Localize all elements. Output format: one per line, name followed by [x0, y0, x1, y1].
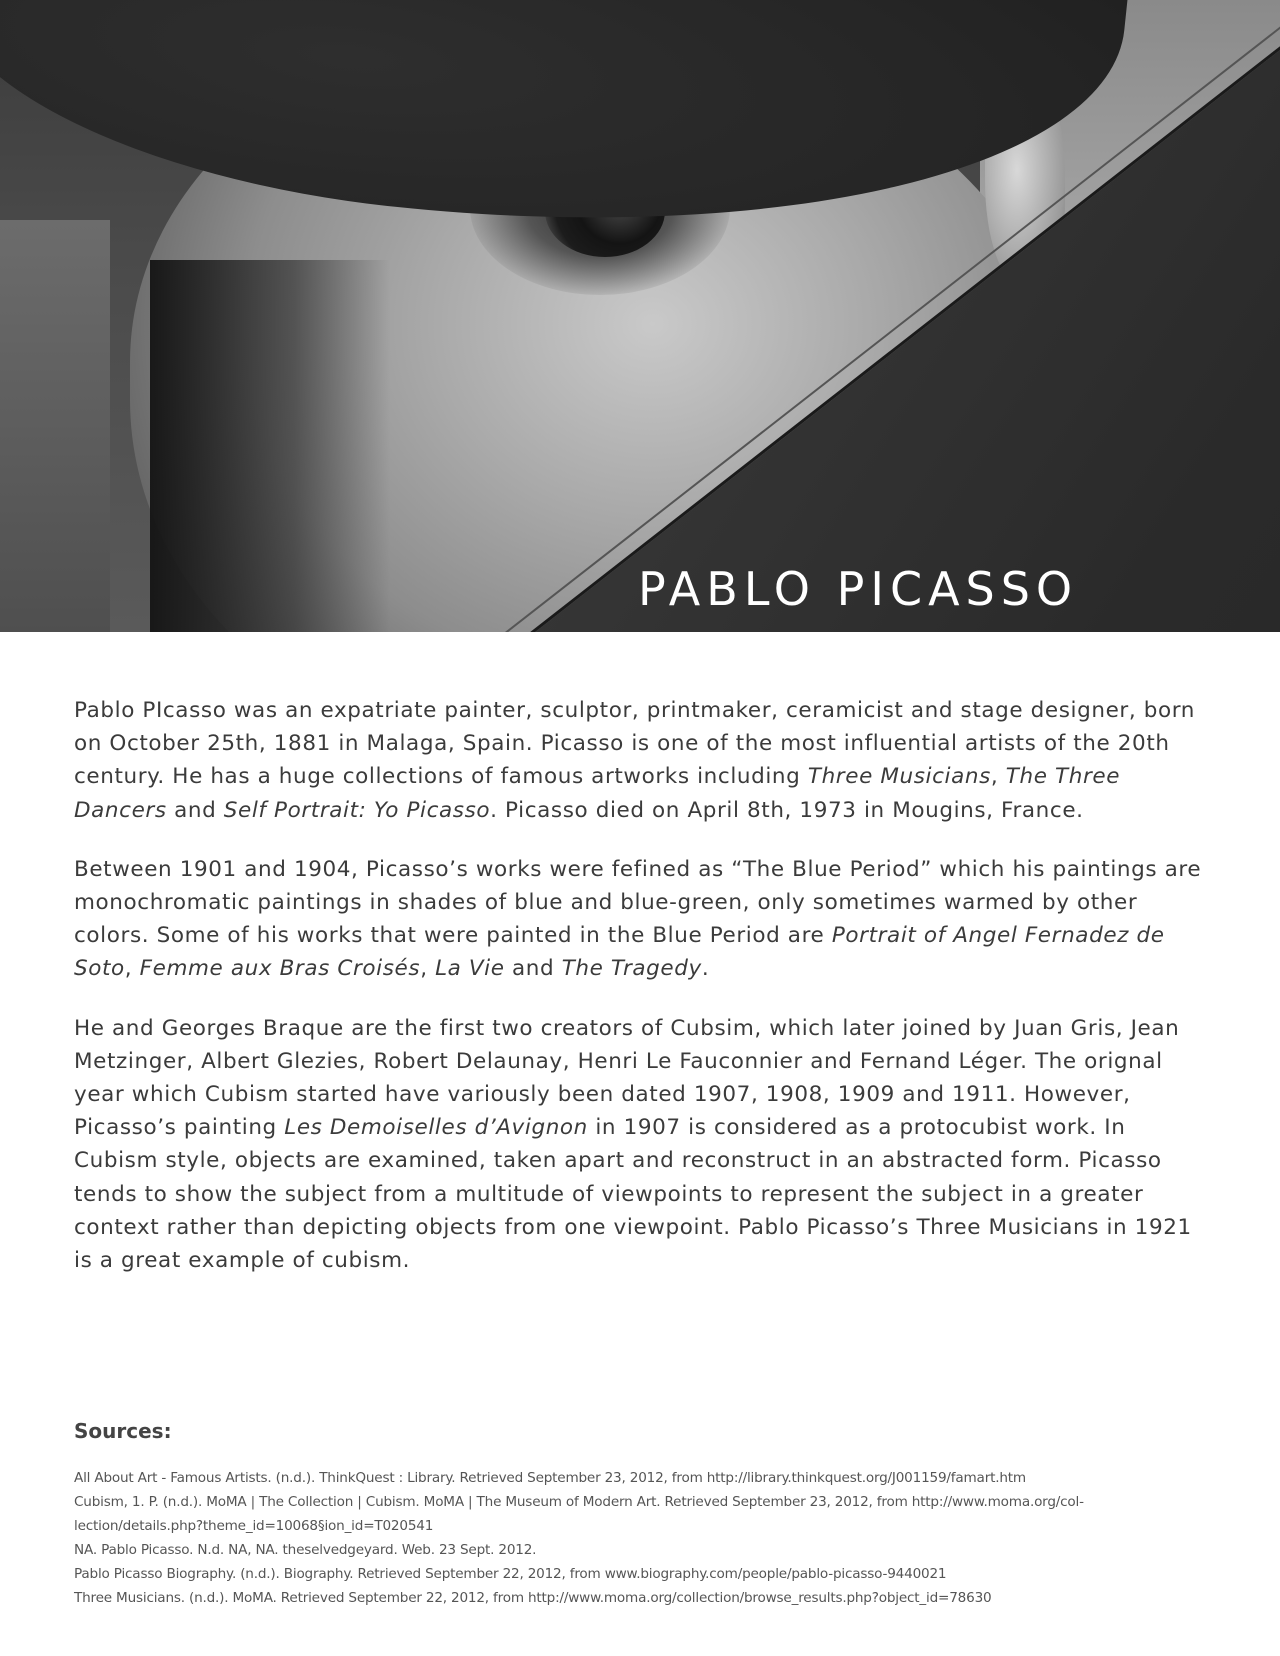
paragraph-text: Pablo PIcasso was an expatriate painter, sculptor, printmaker, ceramicist and stage designer, born on October 25th, 1881 in Malaga, Spain. Picasso is one of the most influential artists of the 20th century. He has a huge collections of famous artworks including	[74, 698, 1196, 790]
paragraph-text: and	[166, 797, 224, 823]
paragraph-text: ,	[990, 764, 1006, 790]
paragraph-biography	[74, 694, 1214, 827]
paragraph-text: .	[701, 956, 710, 982]
source-item: NA. Pablo Picasso. N.d. NA, NA. theselvedgeyard. Web. 23 Sept. 2012.	[74, 1542, 537, 1558]
artwork-title: Femme aux Bras Croisés	[139, 956, 421, 982]
paragraph-text: Between 1901 and 1904, Picasso’s works were fefined as “The Blue Period” which his paintings are monochromatic paintings in shades of blue and blue-green, only sometimes warmed by other colors. Some of his works that were painted in the Blue Period are	[74, 856, 1202, 949]
paragraph-text: . Picasso died on April 8th, 1973 in Mougins, France.	[490, 797, 1084, 823]
article-body	[74, 694, 1214, 1303]
artwork-title: Three Musicians	[807, 764, 991, 790]
artwork-title: The Three Dancers	[74, 764, 1121, 823]
artwork-title: The Tragedy	[561, 956, 702, 982]
sources-section	[74, 1418, 1214, 1610]
artwork-title: Self Portrait: Yo Picasso	[223, 797, 491, 823]
sources-heading: Sources:	[74, 1419, 172, 1443]
hero-portrait-photo	[0, 0, 1280, 632]
paragraph-text: in 1907 is considered as a protocubist work. In Cubism style, objects are examined, taken apart and reconstruct in an abstracted form. Picasso tends to show the subject from a multitude of viewpoints to represent the subject in a greater context rather than depicting objects from one viewpoint. Pablo Picasso’s Three Musicians in 1921 is a great example of cubism.	[74, 1115, 1192, 1274]
photo-background-left	[0, 220, 110, 632]
paragraph-text: He and Georges Braque are the first two creators of Cubsim, which later joined by Juan Gris, Jean Metzinger, Albert Glezies, Robert Delaunay, Henri Le Fauconnier and Fernand Léger. The orignal year which Cubism started have variously been dated 1907, 1908, 1909 and 1911. However, Picasso’s painting	[74, 1015, 1180, 1141]
photo-shadow	[150, 260, 390, 632]
paragraph-cubism	[74, 1012, 1214, 1278]
artwork-title: Portrait of Angel Fernadez de Soto	[74, 923, 1165, 982]
artwork-title: La Vie	[435, 956, 505, 982]
page-title: PABLO PICASSO	[638, 562, 1079, 616]
paragraph-text: ,	[420, 956, 436, 982]
source-item: Cubism, 1. P. (n.d.). MoMA | The Collection | Cubism. MoMA | The Museum of Modern Art. Retrieved September 23, 2012, from http://www.moma.org/col-lection/details.php?theme_id=10068§ion_id=T020541	[74, 1494, 1084, 1534]
source-item: Three Musicians. (n.d.). MoMA. Retrieved September 22, 2012, from http://www.moma.org/collection/browse_results.php?object_id=78630	[74, 1590, 992, 1606]
paragraph-text: and	[504, 956, 562, 982]
source-item: All About Art - Famous Artists. (n.d.). ThinkQuest : Library. Retrieved September 23, 2012, from http://library.thinkquest.org/J001159/famart.htm	[74, 1470, 1026, 1486]
sources-list	[74, 1466, 1204, 1610]
artwork-title: Les Demoiselles d’Avignon	[284, 1115, 588, 1141]
source-item: Pablo Picasso Biography. (n.d.). Biography. Retrieved September 22, 2012, from www.biography.com/people/pablo-picasso-9440021	[74, 1566, 947, 1582]
paragraph-text: ,	[124, 956, 140, 982]
paragraph-blue-period	[74, 853, 1214, 986]
